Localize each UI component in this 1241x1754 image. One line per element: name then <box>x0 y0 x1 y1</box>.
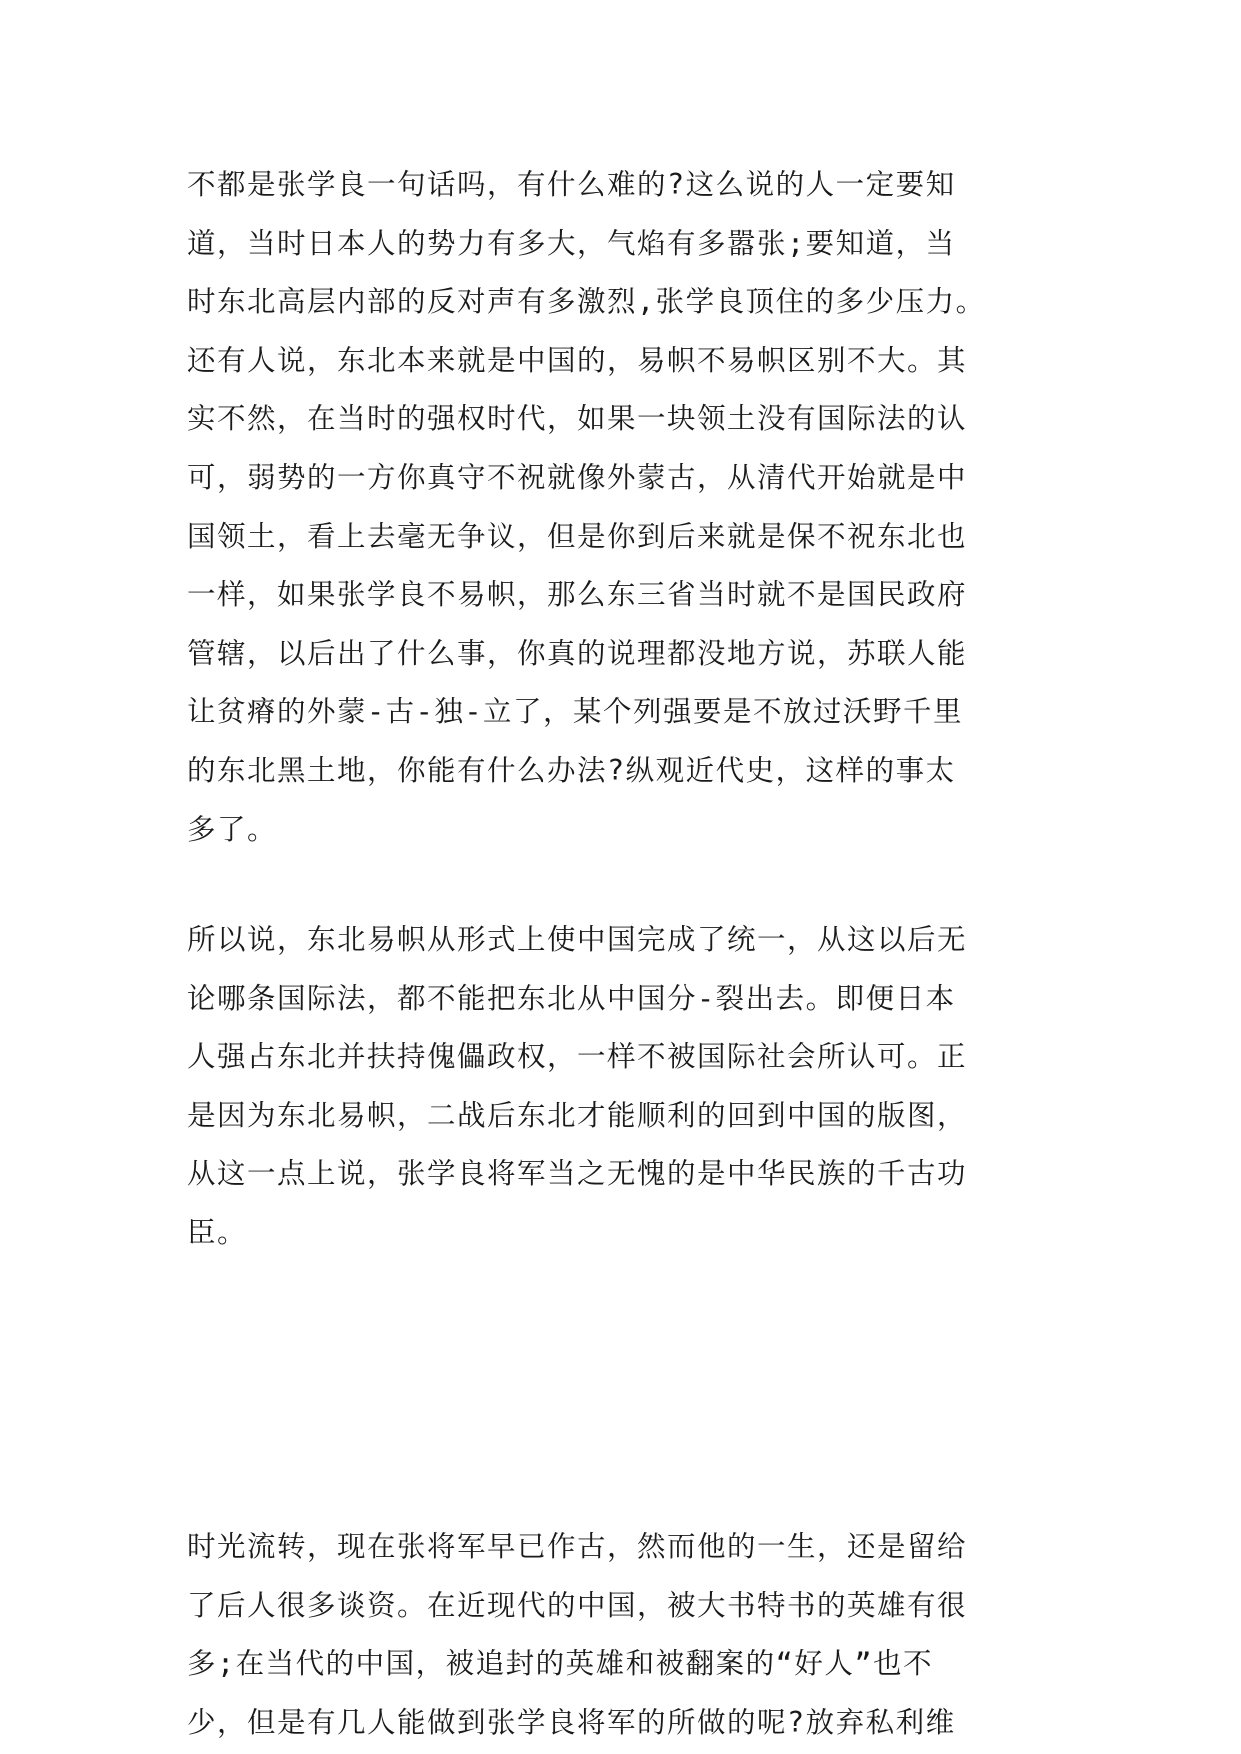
text-line: 可，弱势的一方你真守不祝就像外蒙古，从清代开始就是中 <box>187 460 968 494</box>
text-line: 让贫瘠的外蒙-古-独-立了，某个列强要是不放过沃野千里 <box>187 695 963 729</box>
text-line: 一样，如果张学良不易帜，那么东三省当时就不是国民政府 <box>187 578 968 612</box>
text-line: 道，当时日本人的势力有多大，气焰有多嚣张;要知道，当 <box>187 226 956 260</box>
text-line: 不都是张学良一句话吗，有什么难的?这么说的人一定要知 <box>187 168 956 201</box>
paragraph-2 <box>187 911 1067 1263</box>
paragraph-3 <box>187 1518 1067 1752</box>
text-line: 国领土，看上去毫无争议，但是你到后来就是保不祝东北也 <box>187 519 968 553</box>
text-line: 论哪条国际法，都不能把东北从中国分-裂出去。即便日本 <box>187 981 956 1015</box>
text-line: 少，但是有几人能做到张学良将军的所做的呢?放弃私利维 <box>187 1705 956 1739</box>
text-line: 了后人很多谈资。在近现代的中国，被大书特书的英雄有很 <box>187 1588 968 1622</box>
text-line: 还有人说，东北本来就是中国的，易帜不易帜区别不大。其 <box>187 343 968 377</box>
text-line: 的东北黑土地，你能有什么办法?纵观近代史，这样的事太 <box>187 753 956 787</box>
paragraph-1 <box>187 156 1067 859</box>
text-line: 时东北高层内部的反对声有多激烈,张学良顶住的多少压力。 <box>187 285 986 319</box>
text-line: 多;在当代的中国，被追封的英雄和被翻案的“好人”也不 <box>187 1647 933 1681</box>
text-line: 是因为东北易帜，二战后东北才能顺利的回到中国的版图， <box>187 1098 968 1132</box>
text-line: 从这一点上说，张学良将军当之无愧的是中华民族的千古功 <box>187 1157 968 1191</box>
text-line: 时光流转，现在张将军早已作古，然而他的一生，还是留给 <box>187 1530 968 1563</box>
text-line: 臣。 <box>187 1215 248 1249</box>
text-line: 管辖，以后出了什么事，你真的说理都没地方说，苏联人能 <box>187 636 968 670</box>
text-line: 人强占东北并扶持傀儡政权，一样不被国际社会所认可。正 <box>187 1040 968 1074</box>
text-line: 实不然，在当时的强权时代，如果一块领土没有国际法的认 <box>187 402 968 436</box>
text-line: 多了。 <box>187 812 278 846</box>
text-line: 所以说，东北易帜从形式上使中国完成了统一，从这以后无 <box>187 923 968 956</box>
